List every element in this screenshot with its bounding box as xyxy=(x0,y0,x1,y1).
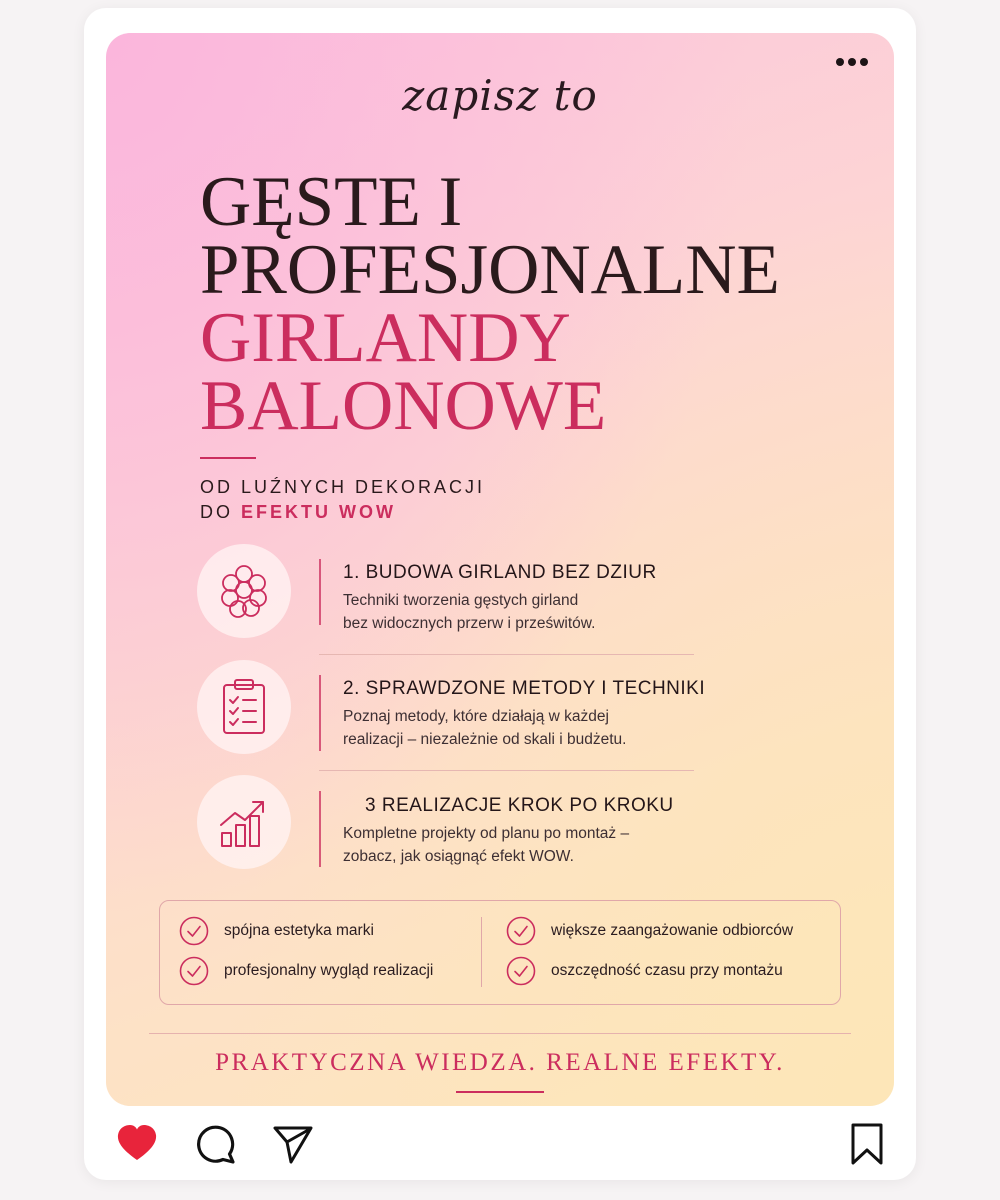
subtitle-accent: EFEKTU WOW xyxy=(241,502,396,522)
growth-chart-icon xyxy=(215,793,273,851)
benefits-divider xyxy=(481,917,482,987)
balloon-flower-icon xyxy=(213,560,275,622)
check-circle-icon xyxy=(506,916,536,946)
headline-line-4: BALONOWE xyxy=(200,367,607,445)
headline-line-2: PROFESJONALNE xyxy=(200,231,780,309)
subtitle-line-2 xyxy=(200,500,485,525)
heart-icon xyxy=(115,1121,159,1165)
more-dot xyxy=(848,58,856,66)
feature-title: 2. SPRAWDZONE METODY I TECHNIKI xyxy=(343,678,706,699)
feature-description: Poznaj metody, które działają w każdej realizacji – niezależnie od skali i budżetu. xyxy=(343,708,627,748)
subtitle-line-1: OD LUŹNYCH DEKORACJI xyxy=(200,477,486,497)
comment-button[interactable] xyxy=(194,1122,238,1166)
title-underline xyxy=(200,457,256,459)
clipboard-checklist-icon xyxy=(216,677,272,737)
save-button[interactable] xyxy=(845,1122,889,1166)
feature-item-2 xyxy=(343,678,705,751)
feature-item-1 xyxy=(343,562,657,635)
feature-title: 1. BUDOWA GIRLAND BEZ DZIUR xyxy=(343,562,657,583)
benefit-item xyxy=(179,956,433,986)
tagline-underline xyxy=(456,1091,544,1093)
send-icon xyxy=(271,1122,315,1166)
feature-icon-wrap xyxy=(197,660,291,754)
subtitle xyxy=(200,475,485,525)
post-image[interactable] xyxy=(106,33,894,1106)
instagram-post-card xyxy=(84,8,916,1180)
more-dot xyxy=(860,58,868,66)
feature-divider xyxy=(319,675,321,751)
feature-description: Techniki tworzenia gęstych girland bez widocznych przerw i prześwitów. xyxy=(343,592,596,632)
script-title: zapisz to xyxy=(402,71,598,120)
feature-icon-wrap xyxy=(197,544,291,638)
more-horizontal-icon xyxy=(836,58,844,66)
benefit-label: oszczędność czasu przy montażu xyxy=(551,962,783,979)
feature-title: 3 REALIZACJE KROK PO KROKU xyxy=(365,795,674,816)
headline-line-3: GIRLANDY xyxy=(200,299,571,377)
check-circle-icon xyxy=(179,916,209,946)
tagline: PRAKTYCZNA WIEDZA. REALNE EFEKTY. xyxy=(215,1049,785,1076)
benefit-label: spójna estetyka marki xyxy=(224,922,374,939)
benefit-item xyxy=(506,916,793,946)
like-button[interactable] xyxy=(115,1121,159,1165)
check-circle-icon xyxy=(506,956,536,986)
benefit-item xyxy=(179,916,374,946)
feature-divider xyxy=(319,791,321,867)
headline xyxy=(200,163,780,445)
feature-separator xyxy=(319,654,694,655)
comment-icon xyxy=(194,1122,238,1166)
benefit-item xyxy=(506,956,783,986)
check-circle-icon xyxy=(179,956,209,986)
feature-icon-wrap xyxy=(197,775,291,869)
benefits-box xyxy=(159,900,841,1005)
more-options-button[interactable] xyxy=(832,51,872,73)
benefit-label: profesjonalny wygląd realizacji xyxy=(224,962,434,979)
subtitle-prefix: DO xyxy=(200,502,233,522)
benefit-label: większe zaangażowanie odbiorców xyxy=(551,922,794,939)
feature-item-3 xyxy=(343,795,674,868)
feature-description: Kompletne projekty od planu po montaż – zobacz, jak osiągnąć efekt WOW. xyxy=(343,825,630,865)
bookmark-icon xyxy=(845,1122,889,1166)
feature-divider xyxy=(319,559,321,625)
feature-separator xyxy=(319,770,694,771)
footer-divider xyxy=(149,1033,851,1034)
headline-line-1: GĘSTE I xyxy=(200,163,463,241)
share-button[interactable] xyxy=(271,1122,315,1166)
